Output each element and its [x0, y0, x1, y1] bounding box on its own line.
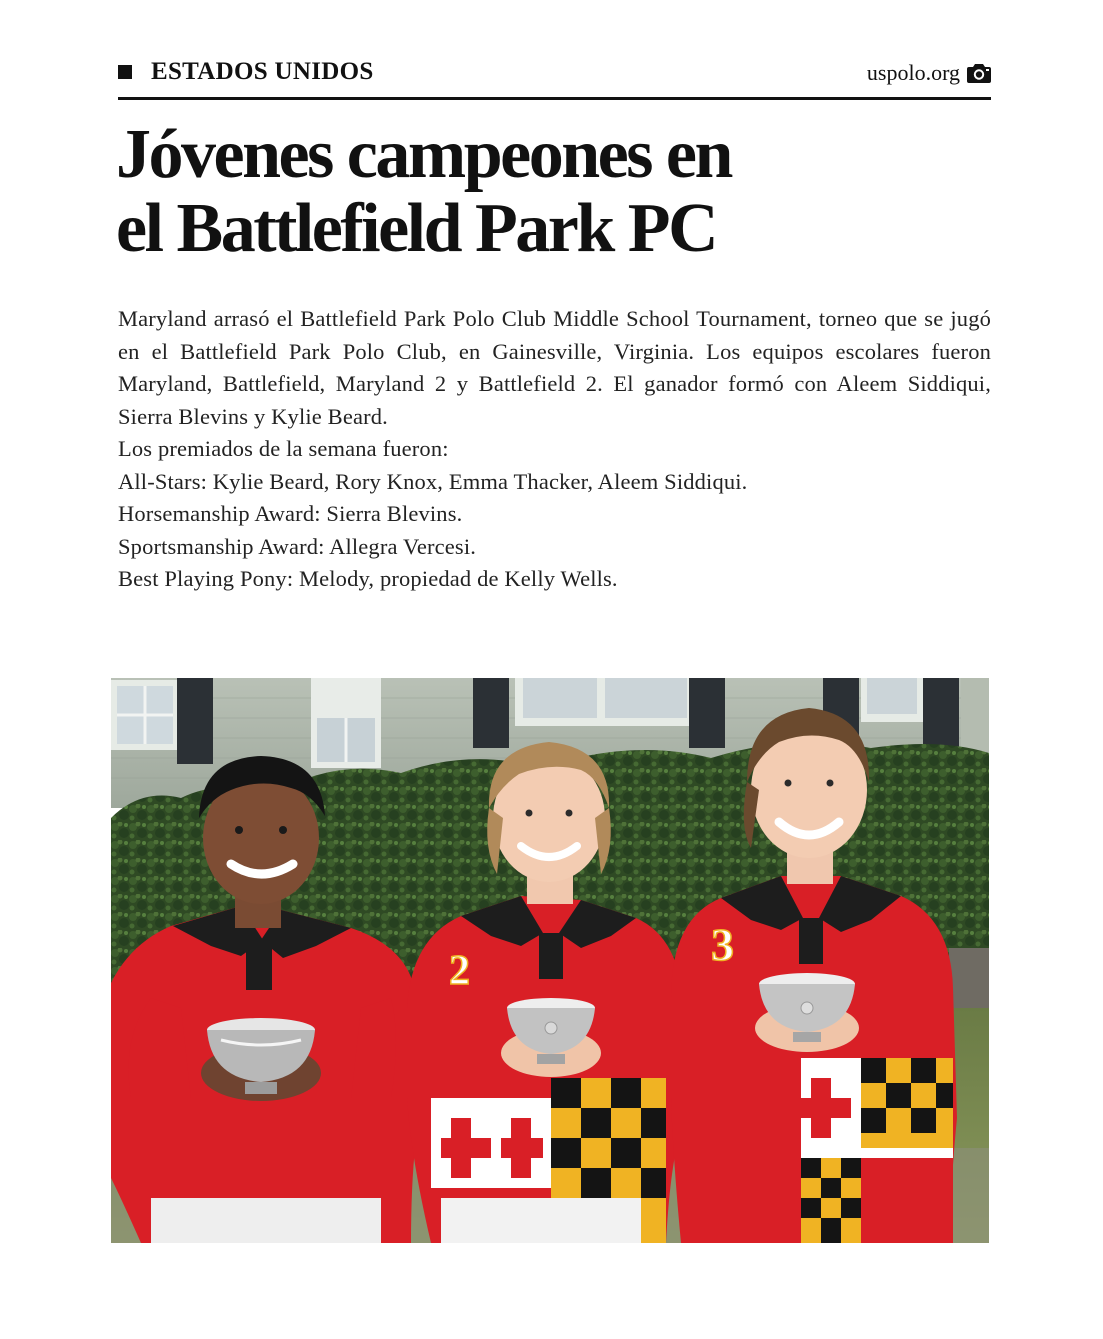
photo-source: [867, 58, 991, 88]
award-line-horsemanship: Horsemanship Award: Sierra Blevins.: [118, 501, 463, 526]
award-line-sportsmanship: Sportsmanship Award: Allegra Vercesi.: [118, 533, 477, 559]
window-left-2: [311, 678, 381, 768]
headline-line-1: Jóvenes campeones en: [116, 116, 731, 193]
header-rule: [118, 97, 991, 100]
section-marker-square: [118, 65, 132, 79]
headline-line-2: el Battlefield Park PC: [116, 190, 717, 267]
camera-icon: [967, 63, 991, 83]
source-credit[interactable]: uspolo.org: [866, 60, 960, 85]
section-label: ESTADOS UNIDOS: [151, 58, 374, 85]
award-line-all-stars: All-Stars: Kylie Beard, Rory Knox, Emma Thacker, Aleem Siddiqui.: [118, 468, 748, 494]
award-line-best-pony: Best Playing Pony: Melody, propiedad de Kelly Wells.: [118, 566, 618, 591]
article-body: [118, 303, 991, 596]
section-header: [118, 56, 991, 90]
jersey-number-2: 2: [449, 948, 470, 994]
jersey-number-3: 3: [711, 919, 734, 970]
team-photo: [111, 678, 989, 1243]
article-headline: [116, 118, 996, 266]
awards-intro: Los premiados de la semana fueron:: [118, 436, 449, 461]
article-paragraph: Maryland arrasó el Battlefield Park Polo Club Middle School Tournament, torneo que se jugó en el Battlefield Park Polo Club, en Gainesville, Virginia. Los equipos escolares fueron Maryland, Battlefield, Maryland 2 y Battlefield 2. El ganador formó con Aleem Siddiqui, Sierra Blevins y Kylie Beard.: [118, 306, 991, 429]
